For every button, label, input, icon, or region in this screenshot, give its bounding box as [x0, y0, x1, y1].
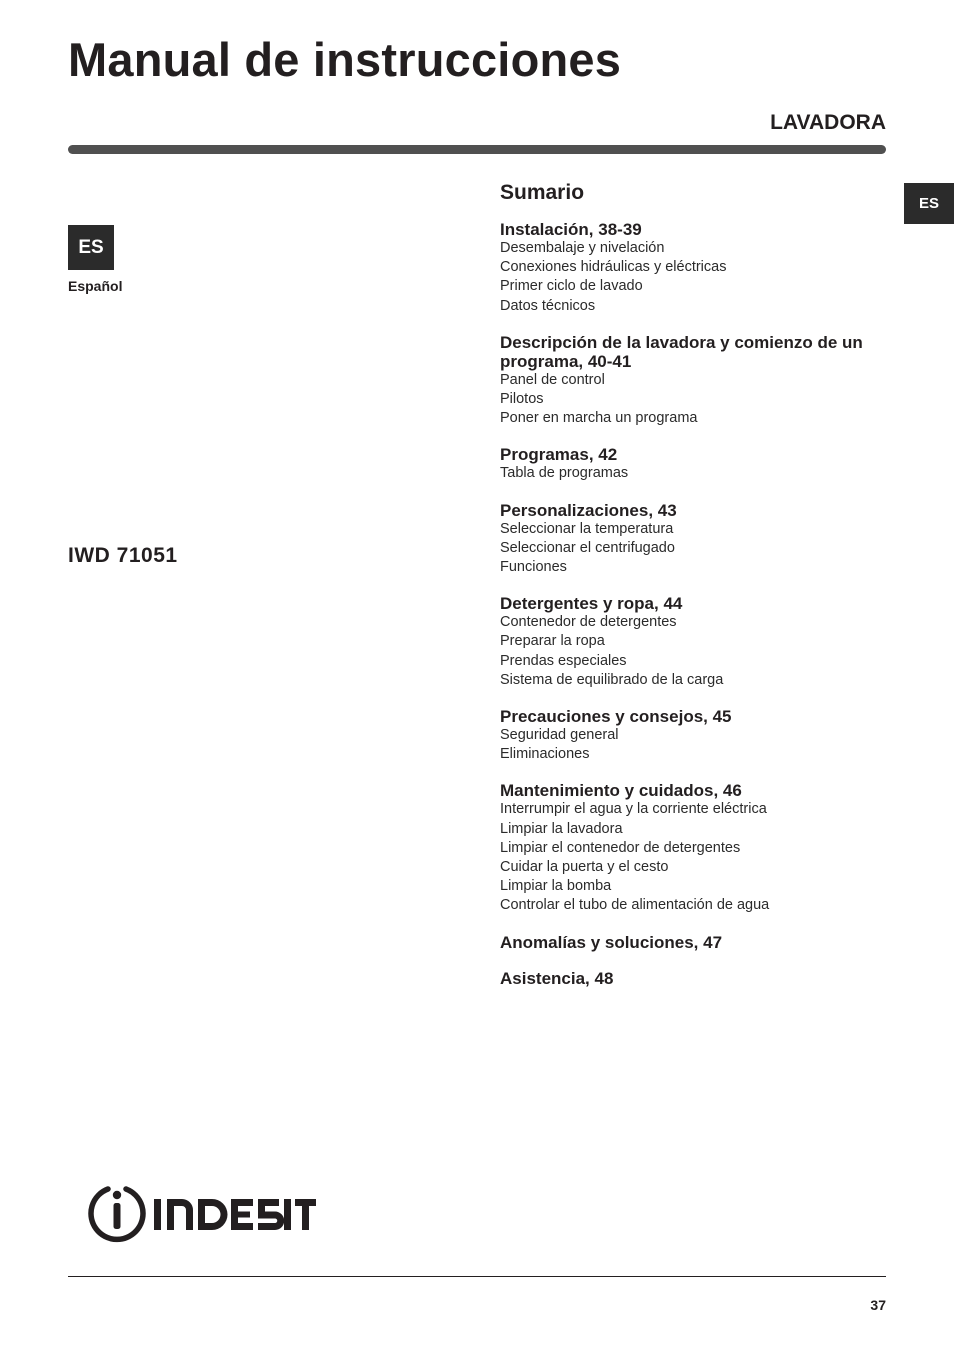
toc-item: Poner en marcha un programa — [500, 410, 698, 427]
toc-item: Seguridad general — [500, 727, 619, 744]
toc-item: Seleccionar la temperatura — [500, 520, 674, 537]
page-number: 37 — [870, 1297, 886, 1313]
toc-item: Prendas especiales — [500, 652, 627, 669]
toc-item: Primer ciclo de lavado — [500, 278, 643, 295]
toc-section-title: Descripción de la lavadora y comienzo de un programa, 40-41 — [500, 332, 863, 371]
language-code-badge: ES — [68, 225, 114, 270]
toc-section — [500, 333, 890, 429]
toc-sections — [500, 220, 890, 988]
toc-item: Desembalaje y nivelación — [500, 240, 665, 256]
toc-section-title: Precauciones y consejos, 45 — [500, 707, 732, 727]
model-number: IWD 71051 — [68, 544, 178, 567]
toc-item: Limpiar el contenedor de detergentes — [500, 839, 741, 856]
toc-section — [500, 781, 890, 915]
toc-section — [500, 501, 890, 578]
toc-section-title: Programas, 42 — [500, 445, 618, 465]
toc-section — [500, 594, 890, 690]
toc-section-title: Detergentes y ropa, 44 — [500, 594, 683, 614]
page-title: Manual de instrucciones — [68, 33, 622, 86]
toc-section-title: Personalizaciones, 43 — [500, 500, 677, 520]
toc-section-title: Mantenimiento y cuidados, 46 — [500, 781, 742, 801]
footer-divider — [68, 1276, 886, 1277]
toc-section — [500, 220, 890, 316]
toc-item: Pilotos — [500, 391, 544, 408]
toc-item: Contenedor de detergentes — [500, 614, 677, 631]
toc-item: Datos técnicos — [500, 297, 596, 314]
toc-item: Seleccionar el centrifugado — [500, 539, 675, 556]
toc-section — [500, 445, 890, 483]
toc-item: Interrumpir el agua y la corriente eléctrica — [500, 801, 767, 818]
table-of-contents — [500, 180, 890, 1005]
toc-section — [500, 933, 890, 952]
toc-item: Preparar la ropa — [500, 633, 605, 650]
language-name: Español — [68, 278, 123, 294]
indesit-logo — [86, 1183, 316, 1245]
toc-section-title: Anomalías y soluciones, 47 — [500, 932, 723, 952]
toc-item: Sistema de equilibrado de la carga — [500, 671, 724, 688]
toc-item: Funciones — [500, 559, 567, 576]
toc-item: Limpiar la bomba — [500, 878, 612, 895]
toc-section — [500, 707, 890, 764]
toc-item: Conexiones hidráulicas y eléctricas — [500, 259, 727, 276]
product-type: LAVADORA — [770, 111, 886, 134]
toc-item: Eliminaciones — [500, 746, 590, 763]
toc-item: Limpiar la lavadora — [500, 820, 623, 837]
toc-section-title: Asistencia, 48 — [500, 968, 614, 988]
toc-item: Panel de control — [500, 371, 605, 388]
toc-item: Tabla de programas — [500, 465, 629, 482]
toc-section — [500, 969, 890, 988]
toc-heading: Sumario — [500, 181, 585, 204]
toc-item: Cuidar la puerta y el cesto — [500, 859, 669, 876]
language-side-tab: ES — [904, 183, 954, 224]
toc-item: Controlar el tubo de alimentación de agua — [500, 897, 770, 914]
header-divider — [68, 145, 886, 154]
toc-section-title: Instalación, 38-39 — [500, 220, 642, 239]
